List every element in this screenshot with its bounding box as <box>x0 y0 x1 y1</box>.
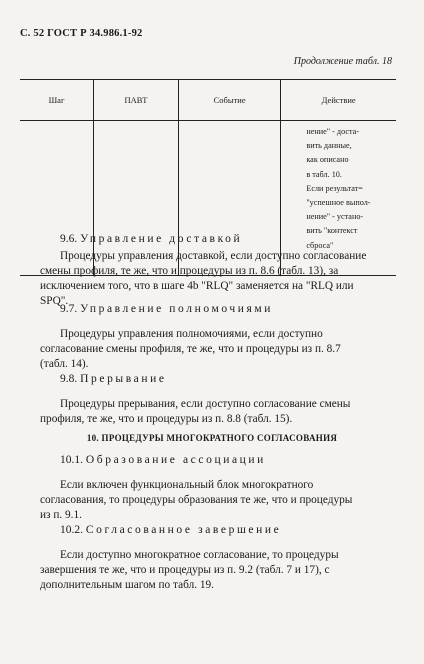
paragraph-9-6 <box>40 249 386 309</box>
page-header: С. 52 ГОСТ Р 34.986.1-92 <box>20 28 143 39</box>
text-line: согласования, то процедуры образования те же, что и процедуры <box>40 494 353 506</box>
section-heading-9-7 <box>60 303 273 315</box>
column-header-action: Действие <box>281 80 396 121</box>
text-line: Процедуры управления доставкой, если доступно согласование <box>60 250 367 262</box>
column-header-event: Событие <box>178 80 280 121</box>
action-line: сброса" <box>306 240 334 250</box>
action-line: нение" - устано- <box>306 212 364 222</box>
action-line: вить "контекст <box>306 226 358 236</box>
text-line: Если доступно многократное согласование, то процедуры <box>60 549 339 561</box>
text-line: Процедуры прерывания, если доступно согласование смены <box>60 398 351 410</box>
text-line: смены профиля, те же, что и процедуры из п. 8.6 (табл. 13), за <box>40 265 339 277</box>
text-line: из п. 9.1. <box>40 509 82 521</box>
section-number: 10.1. <box>60 454 83 466</box>
section-number: 9.7. <box>60 303 78 315</box>
text-line: завершения те же, что и процедуры из п. 9.2 (табл. 7 и 17), с <box>40 564 330 576</box>
section-heading-10-2 <box>60 524 281 536</box>
section-title: Управление доставкой <box>80 233 243 245</box>
table-18 <box>20 79 396 276</box>
column-header-pavt: ПАВТ <box>94 80 179 121</box>
column-header-step: Шаг <box>20 80 94 121</box>
paragraph-9-8 <box>40 397 386 427</box>
section-number: 10.2. <box>60 524 83 536</box>
action-line: вить данные, <box>306 141 352 151</box>
action-line: Если результат= <box>306 183 363 193</box>
section-heading-9-6 <box>60 233 242 245</box>
section-number: 9.8. <box>60 373 78 385</box>
text-line: Если включен функциональный блок многократного <box>60 479 314 491</box>
paragraph-10-1 <box>40 478 386 523</box>
section-heading-9-8 <box>60 373 167 385</box>
chapter-heading-10: 10. ПРОЦЕДУРЫ МНОГОКРАТНОГО СОГЛАСОВАНИЯ <box>86 433 338 443</box>
section-title: Образование ассоциации <box>85 454 266 466</box>
text-line: SPQ". <box>40 295 69 307</box>
text-line: Процедуры управления полномочиями, если доступно <box>60 328 323 340</box>
section-title: Прерывание <box>80 373 167 385</box>
text-line: (табл. 14). <box>40 358 89 370</box>
section-number: 9.6. <box>60 233 78 245</box>
section-title: Согласованное завершение <box>85 524 282 536</box>
text-line: профиля, те же, что и процедуры из п. 8.8 (табл. 15). <box>40 413 293 425</box>
text-line: согласование смены профиля, те же, что и процедуры из п. 8.7 <box>40 343 341 355</box>
action-line: "успешное выпол- <box>306 198 371 208</box>
text-line: дополнительным шагом по табл. 19. <box>40 579 214 591</box>
table-header-row <box>20 80 396 121</box>
paragraph-9-7 <box>40 327 386 372</box>
section-title: Управление полномочиями <box>80 303 274 315</box>
action-line: как описано <box>306 155 349 165</box>
text-line: исключением того, что в шаге 4b "RLQ" заменяется на "RLQ или <box>40 280 354 292</box>
action-line: в табл. 10. <box>306 169 342 179</box>
table-continuation-label: Продолжение табл. 18 <box>293 56 392 67</box>
action-line: нение" - доста- <box>306 127 360 136</box>
paragraph-10-2 <box>40 548 386 593</box>
section-heading-10-1 <box>60 454 266 466</box>
